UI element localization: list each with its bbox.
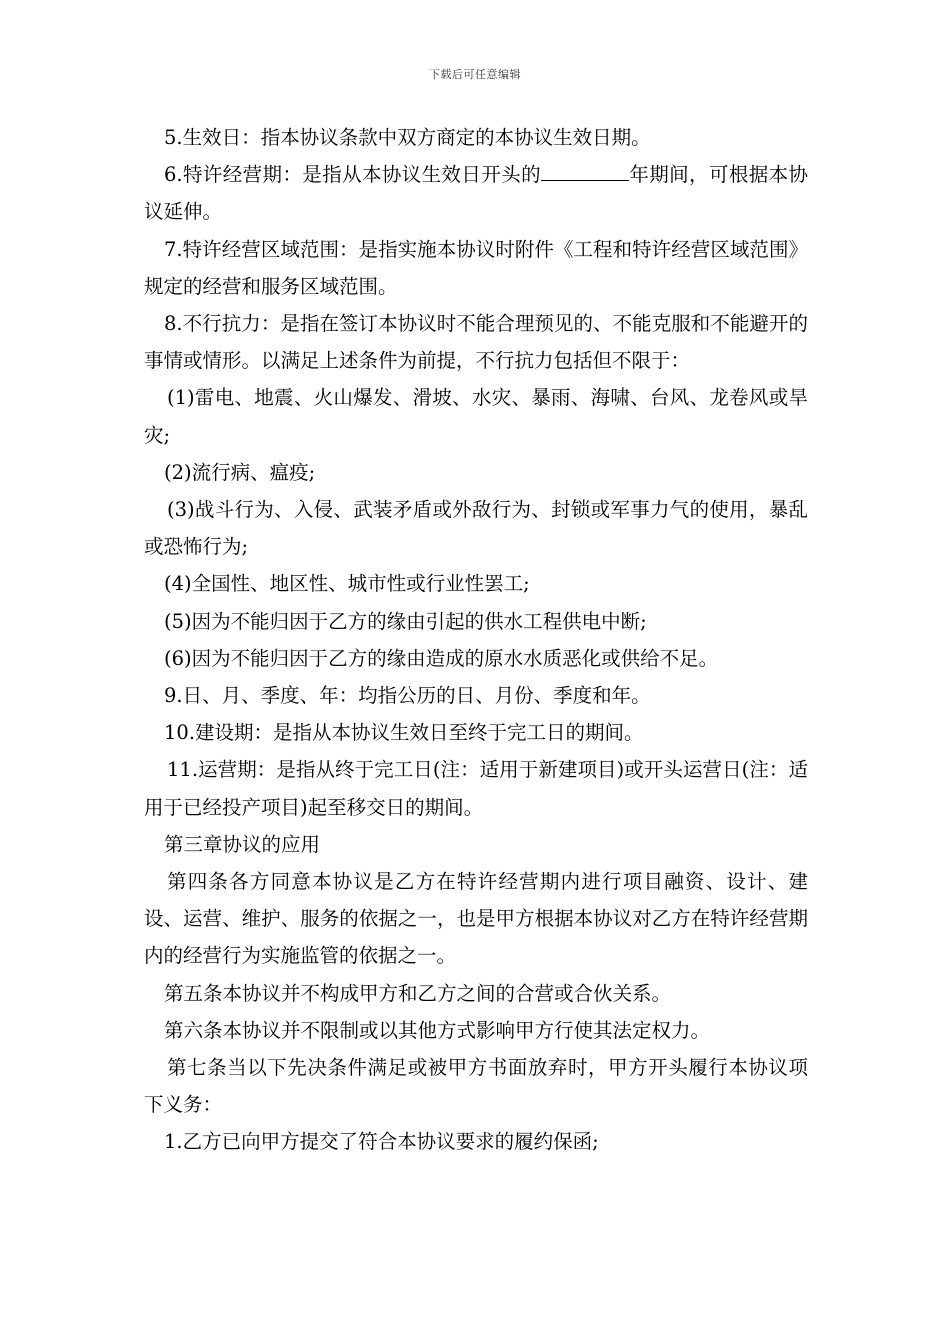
list-item-power-outage: (5)因为不能归因于乙方的缘由引起的供水工程供电中断;	[164, 609, 647, 633]
chapter-heading: 第三章协议的应用	[164, 832, 321, 856]
blank-years-field	[541, 160, 629, 181]
list-item-water-quality: (6)因为不能归因于乙方的缘由造成的原水水质恶化或供给不足。	[164, 646, 719, 670]
list-item-war: (3)战斗行为、入侵、武装矛盾或外敌行为、封锁或军事力气的使用，暴乱或恐怖行为;	[144, 498, 808, 559]
article-four: 第四条各方同意本协议是乙方在特许经营期内进行项目融资、设计、建设、运营、维护、服务的依据之一，也是甲方根据本协议对乙方在特许经营期内的经营行为实施监管的依据之一。	[144, 870, 808, 968]
paragraph-calendar-terms: 9.日、月、季度、年：均指公历的日、月份、季度和年。	[164, 684, 651, 708]
document-body	[144, 119, 808, 1161]
condition-item-one: 1.乙方已向甲方提交了符合本协议要求的履约保函;	[164, 1130, 599, 1154]
franchise-period-text-start: 6.特许经营期：是指从本协议生效日开头的	[164, 163, 541, 187]
list-item-natural-disasters: (1)雷电、地震、火山爆发、滑坡、水灾、暴雨、海啸、台风、龙卷风或旱灾;	[144, 386, 808, 447]
list-item-strike: (4)全国性、地区性、城市性或行业性罢工;	[164, 572, 530, 596]
paragraph-franchise-period	[144, 156, 808, 230]
paragraph-effective-date: 5.生效日：指本协议条款中双方商定的本协议生效日期。	[164, 126, 651, 149]
article-six: 第六条本协议并不限制或以其他方式影响甲方行使其法定权力。	[164, 1018, 711, 1042]
paragraph-franchise-area: 7.特许经营区域范围：是指实施本协议时附件《工程和特许经营区域范围》规定的经营和服务区域范围。	[144, 237, 808, 298]
article-seven: 第七条当以下先决条件满足或被甲方书面放弃时，甲方开头履行本协议项下义务：	[144, 1056, 808, 1117]
page-header-note: 下载后可任意编辑	[429, 68, 521, 81]
paragraph-force-majeure: 8.不行抗力：是指在签订本协议时不能合理预见的、不能克服和不能避开的事情或情形。以满足上述条件为前提，不行抗力包括但不限于：	[144, 312, 808, 373]
article-five: 第五条本协议并不构成甲方和乙方之间的合营或合伙关系。	[164, 981, 672, 1005]
paragraph-construction-period: 10.建设期：是指从本协议生效日至终于完工日的期间。	[164, 721, 644, 745]
paragraph-operation-period: 11.运营期：是指从终于完工日(注：适用于新建项目)或开头运营日(注：适用于已经投产项目)起至移交日的期间。	[144, 758, 808, 819]
franchise-period-text-end: 年期间，可根据本协议延伸。	[144, 163, 808, 224]
list-item-epidemic: (2)流行病、瘟疫;	[164, 460, 316, 484]
